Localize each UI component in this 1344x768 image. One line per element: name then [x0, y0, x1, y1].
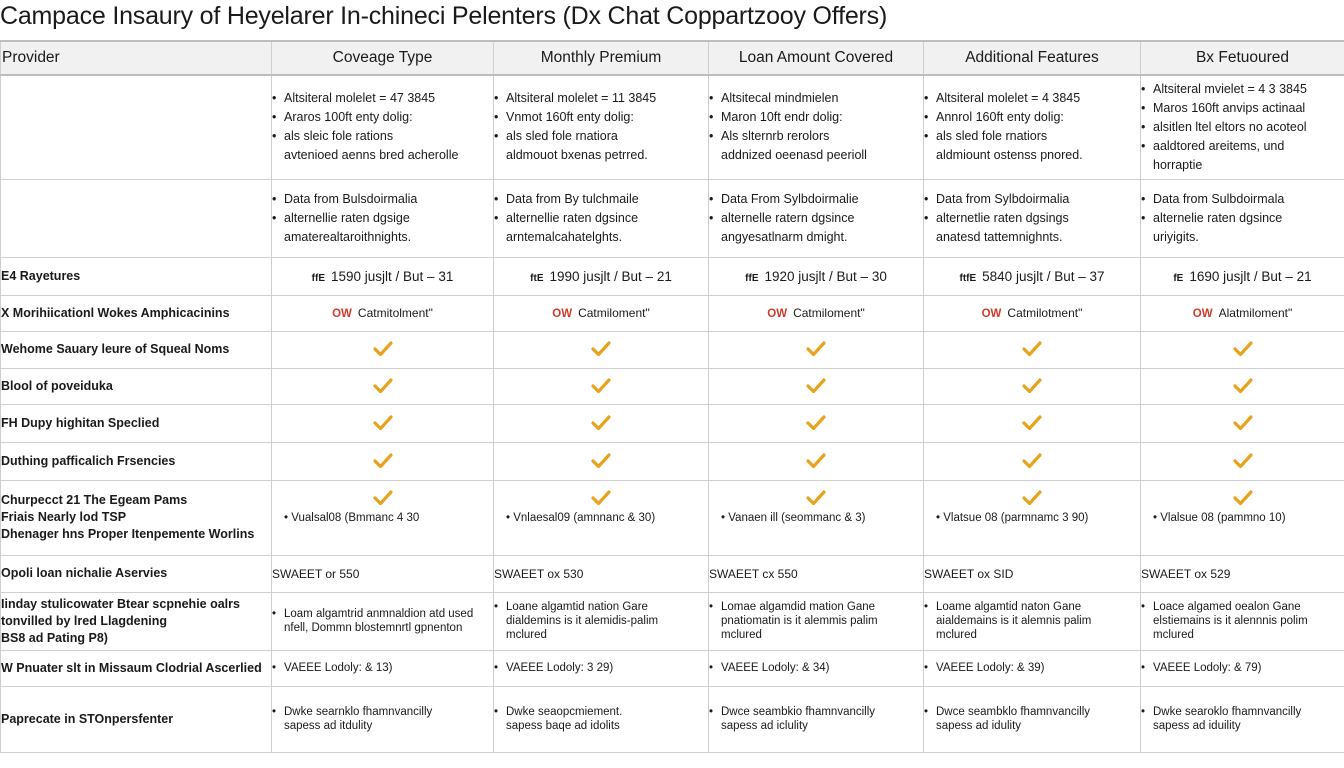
- row-label: [1, 404, 272, 442]
- column-header-coverage-type[interactable]: Covеage Type: [272, 41, 494, 75]
- row-label: [1, 179, 272, 257]
- table-cell: [494, 480, 709, 555]
- checkmark-icon: [1022, 452, 1042, 470]
- table-cell: [1141, 442, 1344, 480]
- bullet-item: • Vnmot 160ft enty dolig:: [506, 108, 708, 127]
- table-row: [1, 368, 1344, 404]
- checkmark-icon: [1233, 377, 1253, 395]
- column-header-featured[interactable]: Bx Fetuoured: [1141, 41, 1344, 75]
- row-label: [1, 480, 272, 555]
- bullet-icon: •: [494, 662, 499, 674]
- bullet-icon: •: [506, 511, 514, 524]
- check-with-value: [494, 481, 708, 555]
- value-text: VAEEE Lodoly: & 39): [936, 662, 1045, 674]
- table-cell: [1141, 480, 1344, 555]
- table-cell: [709, 480, 924, 555]
- table-row: [1, 555, 1344, 592]
- value-line: [284, 512, 419, 524]
- value-line: [506, 512, 655, 524]
- check-holder: [272, 489, 493, 512]
- value-text: VAEEE Lodoly: 3 29): [506, 662, 614, 674]
- checkmark-icon: [1233, 340, 1253, 358]
- bullet-list: [709, 190, 923, 247]
- bullet-item: sapess ad idulity: [936, 720, 1022, 732]
- bullet-item: pnatiomatin is it alemmis palim: [721, 615, 878, 627]
- bullet-item: • alternellie raten dgsige: [284, 209, 493, 228]
- value-text: Vlatsue 08 (parmnamc 3 90): [943, 511, 1089, 524]
- table-cell: [1141, 592, 1344, 650]
- bullet-item: • Dwce seambkio fhamnvancilly: [721, 705, 923, 719]
- bullet-item: • Annrol 160ft enty dolig:: [936, 108, 1140, 127]
- bullet-item: • Maros 160ft anvips actinaal: [1153, 99, 1344, 118]
- table-cell: [1141, 257, 1344, 295]
- table-cell: [924, 179, 1141, 257]
- bullet-item: • Dwke searnklo fhamnvancilly: [284, 705, 493, 719]
- bullet-list: [272, 705, 493, 733]
- table-row: [1, 592, 1344, 650]
- row-label-line: Dhenager hns Proper Itenpemente Worlins: [1, 527, 255, 541]
- table-cell: [272, 257, 494, 295]
- bullet-item: mclured: [1153, 629, 1194, 641]
- table-cell: [494, 368, 709, 404]
- table-cell: [924, 295, 1141, 331]
- bullet-list: [924, 705, 1140, 733]
- bullet-item: • Altsiteral mvielet = 4 3 3845: [1153, 80, 1344, 99]
- table-row: [1, 686, 1344, 752]
- bullet-item: • alternetlie raten dgsings: [936, 209, 1140, 228]
- table-cell: [494, 75, 709, 179]
- table-cell: [494, 592, 709, 650]
- checkmark-icon: [373, 340, 393, 358]
- bullet-item: anatesd tattemnighnts.: [936, 229, 1063, 244]
- bullet-list: [709, 600, 923, 642]
- bullet-item: • Data from Sylbdoirmalia: [936, 190, 1140, 209]
- currency-badge: ffE: [311, 272, 325, 284]
- bullet-item: • Data from Bulsdoirmalia: [284, 190, 493, 209]
- commitment-value: Catmiloment": [793, 306, 865, 320]
- table-cell: [709, 331, 924, 368]
- bullet-item: uriyigits.: [1153, 229, 1199, 244]
- table-cell: [1141, 686, 1344, 752]
- price-value: 1920 jusjlt / But – 30: [764, 268, 887, 284]
- table-cell: [272, 295, 494, 331]
- bullet-item: • alternellie raten dgsince: [506, 209, 708, 228]
- bullet-list: [272, 607, 493, 635]
- row-label-line: Blool of poveiduka: [1, 378, 113, 393]
- checkmark-icon: [591, 489, 611, 507]
- bullet-item: • alsitlen ltel eltors no acoteol: [1153, 118, 1344, 137]
- checkmark-icon: [1233, 489, 1253, 507]
- comparison-table: [0, 40, 1344, 753]
- table-cell: [272, 75, 494, 179]
- table-cell: [709, 368, 924, 404]
- table-row: [1, 179, 1344, 257]
- table-cell: [1141, 295, 1344, 331]
- table-cell: [272, 179, 494, 257]
- row-label: [1, 257, 272, 295]
- row-label: [1, 75, 272, 179]
- checkmark-icon: [1233, 414, 1253, 432]
- bullet-list: [924, 89, 1140, 165]
- value-line: [936, 512, 1088, 524]
- bullet-item: • Araros 100ft enty dolig:: [284, 108, 493, 127]
- checkmark-icon: [1233, 452, 1253, 470]
- ow-badge: OW: [332, 308, 352, 320]
- table-cell: [709, 257, 924, 295]
- row-label: [1, 368, 272, 404]
- checkmark-icon: [373, 489, 393, 507]
- bullet-item: sapess ad itdulity: [284, 720, 373, 732]
- bullet-item: • aaldtored areitems, und: [1153, 137, 1344, 156]
- table-row: [1, 650, 1344, 686]
- currency-badge: ftfE: [959, 272, 977, 284]
- bullet-list: [709, 705, 923, 733]
- table-cell: [1141, 75, 1344, 179]
- bullet-item: • Dwke searoklo fhamnvancilly: [1153, 705, 1344, 719]
- bullet-list: [1141, 80, 1344, 175]
- row-label-line: X Morihiicationl Wokes Amphicacinins: [1, 305, 230, 320]
- table-cell: [1141, 179, 1344, 257]
- value-text: Vnlaesal09 (amnnanc & 30): [513, 511, 656, 524]
- table-row: [1, 331, 1344, 368]
- checkmark-icon: [373, 414, 393, 432]
- row-label-line: FH Dupy highitan Speclied: [1, 415, 160, 430]
- check-holder: [1141, 489, 1344, 512]
- table-cell: [272, 442, 494, 480]
- table-cell: [924, 75, 1141, 179]
- table-row: [1, 480, 1344, 555]
- ow-badge: OW: [552, 308, 573, 320]
- bullet-item: aialdemains is it alemnis palim: [936, 615, 1092, 627]
- bullet-item: • Data from By tulchmaile: [506, 190, 708, 209]
- table-cell: [494, 650, 709, 686]
- bullet-item: • Loane algamtid nation Gare: [506, 600, 708, 614]
- bullet-item: • als sleic fole rations: [284, 127, 493, 146]
- bullet-item: • Lomae algamdid mation Gane: [721, 600, 923, 614]
- bullet-item: • Altsiteral molelet = 4 3845: [936, 89, 1140, 108]
- table-row: [1, 257, 1344, 295]
- value-line: [721, 512, 865, 524]
- value-text: VAEEE Lodoly: & 79): [1153, 662, 1262, 674]
- row-label: [1, 650, 272, 686]
- bullet-item: • Loame algamtid naton Gane: [936, 600, 1140, 614]
- bullet-item: • alternelle ratern dgsince: [721, 209, 923, 228]
- price-value: 1990 jusjlt / But – 21: [549, 268, 672, 284]
- table-cell: [709, 295, 924, 331]
- bullet-item: mclured: [936, 629, 977, 641]
- table-cell: [924, 368, 1141, 404]
- column-header-monthly-premium[interactable]: Monthly Premium: [494, 41, 709, 75]
- bullet-list: [272, 89, 493, 165]
- table-cell: [924, 686, 1141, 752]
- row-label: [1, 555, 272, 592]
- row-label-line: BS8 ad Pating P8): [1, 630, 108, 645]
- checkmark-icon: [806, 489, 826, 507]
- row-label: [1, 592, 272, 650]
- table-row: [1, 442, 1344, 480]
- table-row: [1, 75, 1344, 179]
- price-value: 1690 jusjlt / But – 21: [1189, 268, 1312, 284]
- bullet-item: elstiemains is it alennnis polim: [1153, 615, 1308, 627]
- table-cell: [709, 442, 924, 480]
- value-line: [1153, 512, 1286, 524]
- table-cell: [272, 368, 494, 404]
- bullet-item: • alternelie raten dgsince: [1153, 209, 1344, 228]
- bullet-list: [1141, 190, 1344, 247]
- value-text: Vualsal08 (Bmmanc 4 30: [291, 511, 420, 524]
- commitment-value: Alatmiloment": [1218, 306, 1293, 320]
- table-cell: [924, 404, 1141, 442]
- bullet-item: • Data from Sulbdoirmala: [1153, 190, 1344, 209]
- check-with-value: [924, 481, 1140, 555]
- value-text: VAEEE Lodoly: & 34): [721, 662, 830, 674]
- ow-badge: OW: [1192, 308, 1213, 320]
- bullet-item: • Als slternrb rerolors: [721, 127, 923, 146]
- row-label-line: Opoli loan nichalie Aservies: [1, 566, 168, 580]
- checkmark-icon: [591, 377, 611, 395]
- table-row: [1, 404, 1344, 442]
- bullet-item: • als sled fole rnatiors: [936, 127, 1140, 146]
- row-label-line: E4 Rayetures: [1, 268, 81, 283]
- bullet-list: [494, 600, 708, 642]
- check-holder: [494, 489, 708, 512]
- checkmark-icon: [1022, 377, 1042, 395]
- bullet-item: • Altsitecal mindmielen: [721, 89, 923, 108]
- value-text: Vlalsue 08 (pammno 10): [1160, 511, 1286, 524]
- row-label: [1, 442, 272, 480]
- table-cell: [494, 295, 709, 331]
- bullet-item: aldmouot bxenas petrred.: [506, 148, 648, 163]
- table-cell: [924, 650, 1141, 686]
- table-cell: SWAEET ox 529: [1141, 555, 1344, 592]
- value-text: VAEEE Lodoly: & 13): [284, 662, 393, 674]
- checkmark-icon: [806, 340, 826, 358]
- row-label: [1, 295, 272, 331]
- header-row: [1, 41, 1344, 75]
- row-label-line: Friais Nearly lod TSP: [1, 510, 127, 524]
- bullet-item: horraptie: [1153, 157, 1203, 172]
- bullet-item: nfell, Dommn blostemnrtl gpnenton: [284, 622, 463, 634]
- checkmark-icon: [591, 340, 611, 358]
- value-text: Vanaen ill (seommanc & 3): [728, 511, 866, 524]
- check-with-value: [272, 481, 493, 555]
- bullet-icon: •: [284, 511, 292, 524]
- checkmark-icon: [806, 452, 826, 470]
- table-cell: [709, 75, 924, 179]
- table-cell: [924, 257, 1141, 295]
- check-with-value: [709, 481, 923, 555]
- table-cell: [272, 331, 494, 368]
- commitment-value: Catmiloment": [578, 306, 650, 320]
- table-cell: [272, 686, 494, 752]
- currency-badge: fE: [1173, 272, 1184, 284]
- bullet-icon: •: [709, 662, 714, 674]
- bullet-item: avtenioed aenns bred acherolle: [284, 148, 459, 163]
- check-with-value: [1141, 481, 1344, 555]
- bullet-item: • Data From Sylbdoirmalie: [721, 190, 923, 209]
- bullet-icon: •: [272, 662, 277, 674]
- checkmark-icon: [1022, 340, 1042, 358]
- bullet-item: • Altsiteral molelet = 47 3845: [284, 89, 493, 108]
- table-cell: [1141, 650, 1344, 686]
- bullet-icon: •: [1153, 511, 1161, 524]
- checkmark-icon: [373, 377, 393, 395]
- table-cell: [709, 179, 924, 257]
- bullet-icon: •: [721, 511, 729, 524]
- table-cell: [494, 179, 709, 257]
- currency-badge: ffE: [745, 272, 759, 284]
- row-label-line: Churpecct 21 The Egeam Pams: [1, 493, 188, 507]
- table-cell: SWAEET or 550: [272, 555, 494, 592]
- table-row: [1, 295, 1344, 331]
- table-cell: [272, 404, 494, 442]
- bullet-list: [494, 705, 708, 733]
- row-label-line: Wehome Sauary leure of Squeal Noms: [1, 342, 230, 356]
- price-value: 1590 jusjlt / But – 31: [331, 268, 454, 284]
- row-label: [1, 331, 272, 368]
- bullet-item: aldmiount ostenss pnored.: [936, 148, 1083, 163]
- table-cell: [709, 404, 924, 442]
- table-cell: [272, 480, 494, 555]
- bullet-item: mclured: [506, 629, 547, 641]
- table-cell: [1141, 404, 1344, 442]
- table-cell: SWAEET ox 530: [494, 555, 709, 592]
- table-cell: SWAEET ox SID: [924, 555, 1141, 592]
- bullet-list: [709, 89, 923, 165]
- bullet-list: [924, 600, 1140, 642]
- check-holder: [924, 489, 1140, 512]
- table-cell: [709, 592, 924, 650]
- checkmark-icon: [373, 452, 393, 470]
- checkmark-icon: [591, 452, 611, 470]
- price-value: 5840 jusjlt / But – 37: [982, 268, 1105, 284]
- bullet-item: • als sled fole rnatiora: [506, 127, 708, 146]
- table-cell: [272, 650, 494, 686]
- table-cell: [924, 592, 1141, 650]
- currency-badge: ftE: [530, 272, 544, 284]
- commitment-value: Catmilotment": [1007, 306, 1083, 320]
- bullet-item: sapess ad iclulity: [721, 720, 808, 732]
- bullet-item: • Altsiteral molelet = 11 3845: [506, 89, 708, 108]
- ow-badge: OW: [767, 308, 788, 320]
- table-cell: [1141, 331, 1344, 368]
- bullet-item: • Loam algamtrid anmnaldion atd used: [284, 607, 493, 621]
- checkmark-icon: [806, 377, 826, 395]
- checkmark-icon: [591, 414, 611, 432]
- table-cell: [924, 331, 1141, 368]
- bullet-item: addnized oeenasd peerioll: [721, 148, 867, 163]
- column-header-additional-features[interactable]: Additional Features: [924, 41, 1141, 75]
- check-holder: [709, 489, 923, 512]
- row-label: [1, 686, 272, 752]
- bullet-item: mclured: [721, 629, 762, 641]
- checkmark-icon: [1022, 489, 1042, 507]
- bullet-icon: •: [924, 662, 929, 674]
- bullet-item: angyesatlnarm dmight.: [721, 229, 848, 244]
- row-label-line: tonvilled by lred Llagdening: [1, 613, 167, 628]
- bullet-item: amaterealtaroithnights.: [284, 229, 412, 244]
- commitment-value: Catmitolment": [357, 306, 433, 320]
- table-cell: SWAEET cx 550: [709, 555, 924, 592]
- bullet-list: [1141, 600, 1344, 642]
- checkmark-icon: [1022, 414, 1042, 432]
- table-cell: [494, 331, 709, 368]
- bullet-item: • Loace algamed oealon Gane: [1153, 600, 1344, 614]
- table-cell: [494, 404, 709, 442]
- bullet-list: [1141, 705, 1344, 733]
- row-label-line: Iinday stulicowater Btear scpnehie oalrs: [1, 596, 240, 611]
- table-cell: [709, 686, 924, 752]
- table-cell: [272, 592, 494, 650]
- row-label-line: W Pnuater slt in Missaum Clodrial Ascerlied: [1, 660, 262, 675]
- bullet-item: sapess ad iduility: [1153, 720, 1241, 732]
- table-cell: [494, 686, 709, 752]
- table-cell: [924, 442, 1141, 480]
- table-cell: [494, 442, 709, 480]
- row-label-line: Duthing pafficalich Frsencies: [1, 453, 176, 468]
- bullet-list: [272, 190, 493, 247]
- bullet-list: [494, 190, 708, 247]
- bullet-item: • Dwke seaopcmiement.: [506, 705, 708, 719]
- page-title: Campace Insaury of Heyelarer In-chineci Pelenters (Dx Chat Coppartzooy Offers): [0, 2, 888, 30]
- checkmark-icon: [806, 414, 826, 432]
- bullet-item: sapess baqe ad idolits: [506, 720, 620, 732]
- table-cell: [709, 650, 924, 686]
- bullet-list: [494, 89, 708, 165]
- table-cell: [924, 480, 1141, 555]
- table-cell: [1141, 368, 1344, 404]
- column-header-provider[interactable]: Provider: [1, 41, 272, 75]
- bullet-icon: •: [936, 511, 944, 524]
- table-cell: [494, 257, 709, 295]
- bullet-list: [924, 190, 1140, 247]
- bullet-item: arntemalcahatelghts.: [506, 229, 623, 244]
- bullet-item: dialdemins is it alemidis-palim: [506, 615, 659, 627]
- column-header-loan-amount[interactable]: Loan Amount Covered: [709, 41, 924, 75]
- ow-badge: OW: [981, 308, 1002, 320]
- row-label-line: Paprecate in STOnpersfenter: [1, 711, 174, 726]
- bullet-item: • Dwce seambklo fhamnvancilly: [936, 705, 1140, 719]
- bullet-item: • Maron 10ft endr dolig:: [721, 108, 923, 127]
- bullet-icon: •: [1141, 662, 1146, 674]
